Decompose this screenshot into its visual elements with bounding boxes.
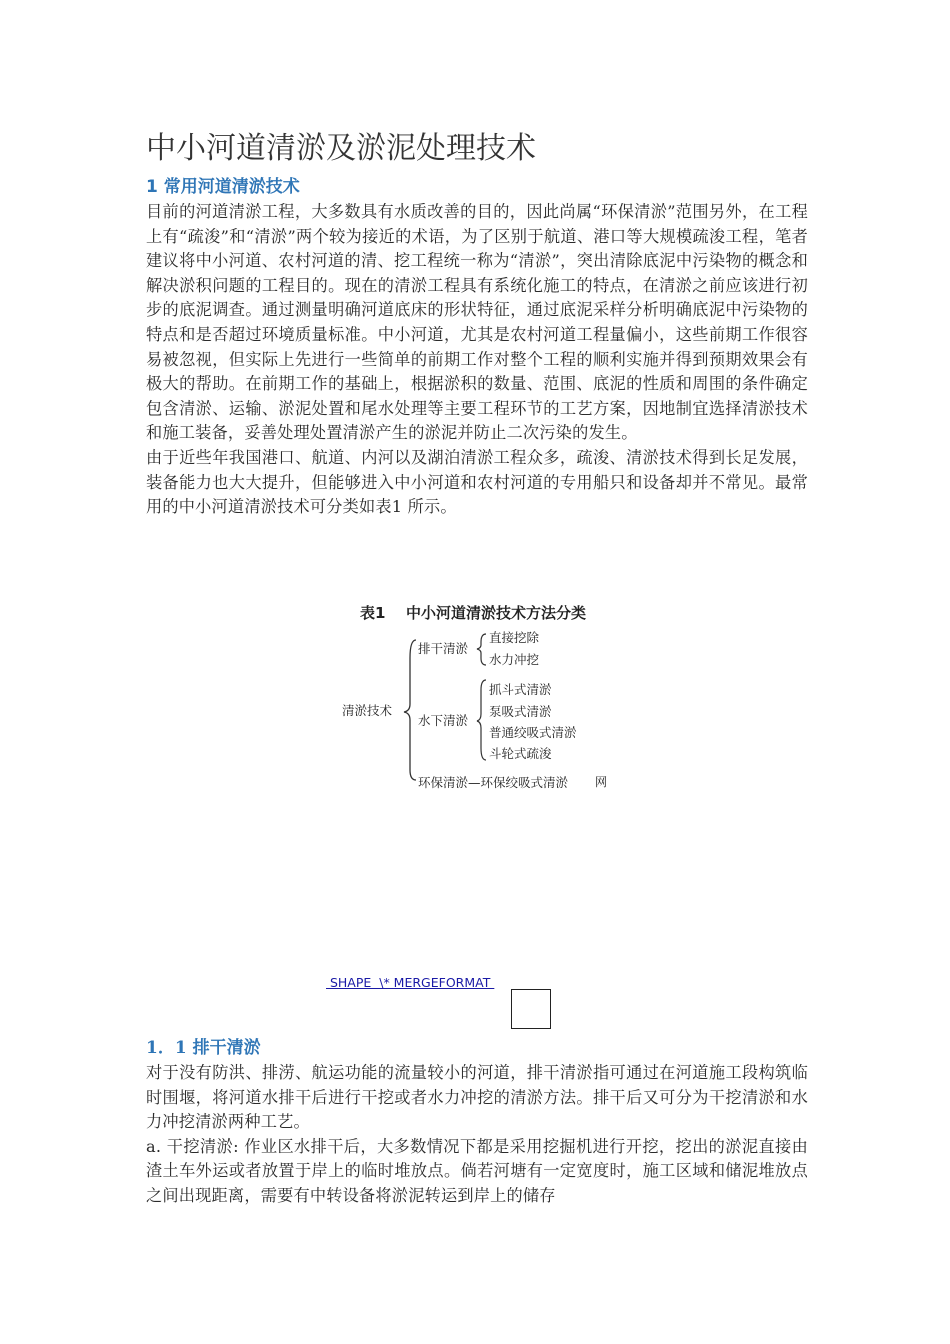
tree-group-1: 排干清淤 [418,641,469,656]
section-1-1 [146,1035,808,1209]
shape-field-code-link[interactable]: SHAPE \* MERGEFORMAT [326,975,495,990]
tree-root: 清淤技术 [342,703,393,718]
watermark: 网 [595,775,608,789]
brace-group-2 [477,680,486,760]
paragraph: 对于没有防洪、排涝、航运功能的流量较小的河道，排干清淤指可通过在河道施工段构筑临时围堰，将河道水排干后进行干挖或者水力冲挖的清淤方法。排干后又可分为干挖清淤和水力冲挖清淤两种工艺。 [146,1063,808,1132]
tree-item: 普通绞吸式清淤 [489,725,577,740]
shape-placeholder-box [511,989,551,1029]
classification-figure [340,598,615,793]
tree-item: 直接挖除 [489,630,540,645]
main-brace [404,640,416,780]
paragraph: 由于近些年我国港口、航道、内河以及湖泊清淤工程众多，疏浚、清淤技术得到长足发展，装备能力也大大提升，但能够进入中小河道和农村河道的专用船只和设备却并不常见。最常用的中小河道清淤技术可分类如表1 所示。 [146,447,808,517]
tree-group-3: 环保清淤—环保绞吸式清淤 [418,775,569,790]
figure-caption-number: 表1 [360,604,386,622]
section-heading-1: 1 常用河道清淤技术 [146,177,300,197]
brace-group-1 [477,634,486,665]
tree-item: 水力冲挖 [489,652,540,667]
tree-item: 泵吸式清淤 [489,704,552,719]
paragraph: 目前的河道清淤工程，大多数具有水质改善的目的，因此尚属“环保清淤”范围另外，在工程上有“疏浚”和“清淤”两个较为接近的术语，为了区别于航道、港口等大规模疏浚工程，笔者建议将中小河道、农村河道的清、挖工程统一称为“清淤”，突出清除底泥中污染物的概念和解决淤积问题的工程目的。现在的清淤工程具有系统化施工的特点，在清淤之前应该进行初步的底泥调查。通过测量明确河道底床的形状特征，通过底泥采样分析明确底泥中污染物的特点和是否超过环境质量标准。中小河道，尤其是农村河道工程量偏小，这些前期工作很容易被忽视，但实际上先进行一些简单的前期工作对整个工程的顺利实施并得到预期效果会有极大的帮助。在前期工作的基础上，根据淤积的数量、范围、底泥的性质和周围的条件确定包含清淤、运输、淤泥处置和尾水处理等主要工程环节的工艺方案，因地制宜选择清淤技术和施工装备，妥善处理处置清淤产生的淤泥并防止二次污染的发生。 [146,202,808,443]
document-title: 中小河道清淤及淤泥处理技术 [146,131,536,166]
document-page [146,128,808,520]
tree-group-2: 水下清淤 [418,713,469,728]
paragraph: a. 干挖清淤: 作业区水排干后，大多数情况下都是采用挖掘机进行开挖，挖出的淤泥直接由渣土车外运或者放置于岸上的临时堆放点。倘若河塘有一定宽度时，施工区域和储泥堆放点之间出现距离，需要有中转设备将淤泥转运到岸上的储存 [146,1136,808,1205]
section-heading-1-1: 1．1 排干清淤 [146,1038,261,1058]
tree-item: 抓斗式清淤 [489,682,552,697]
classification-tree [340,598,615,793]
figure-caption: 中小河道清淤技术方法分类 [406,604,587,622]
tree-item: 斗轮式疏浚 [489,746,552,761]
